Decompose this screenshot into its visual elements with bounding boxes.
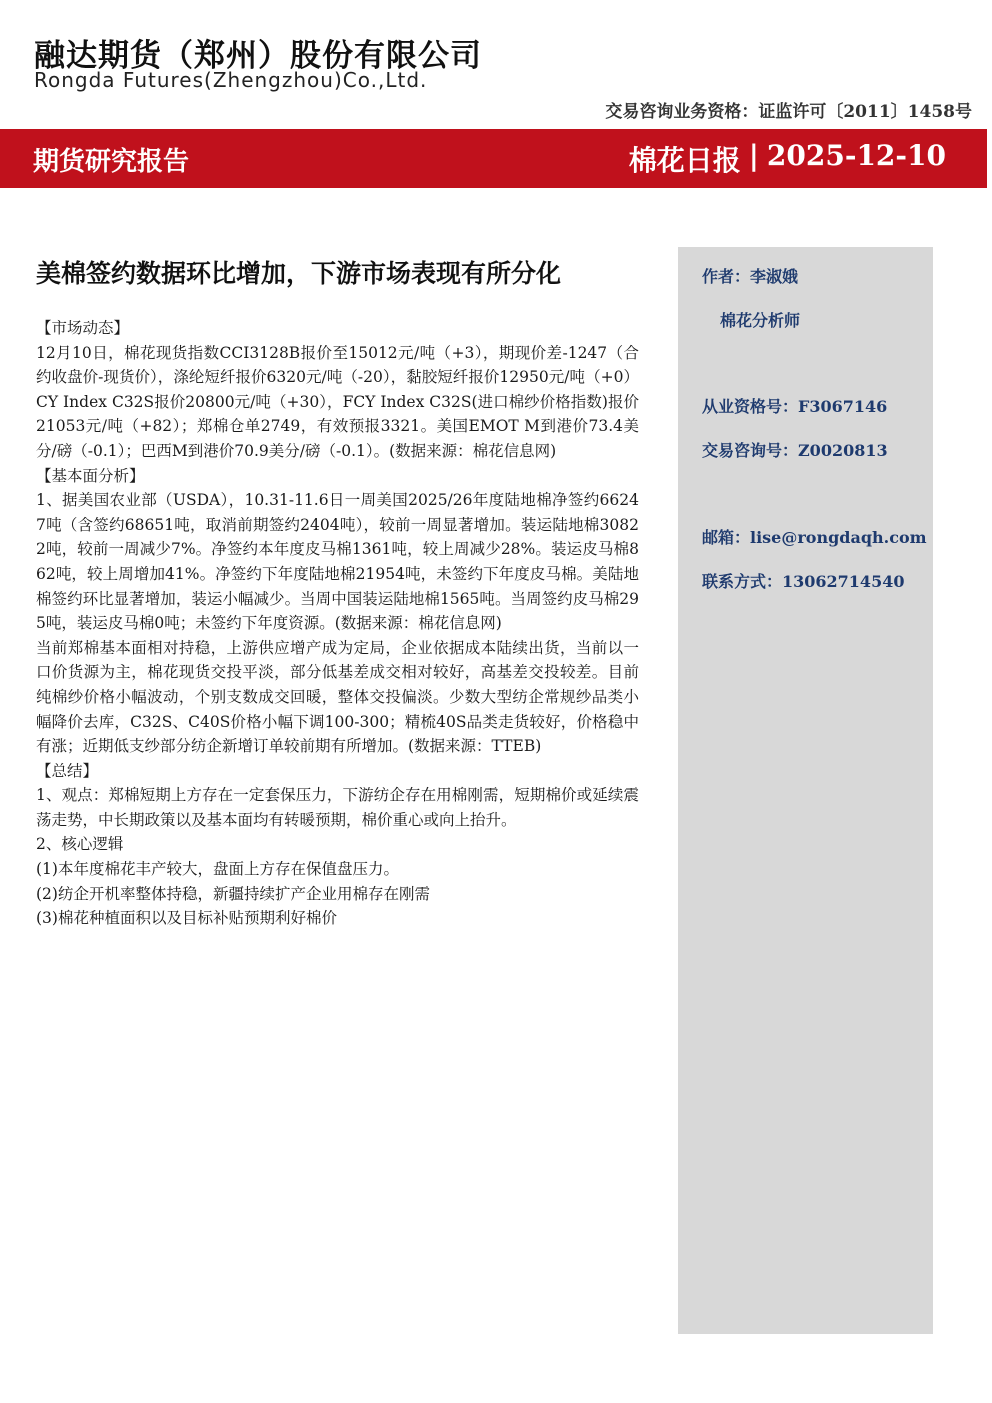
paragraph-logic-heading: 2、核心逻辑 <box>36 835 124 854</box>
section-heading-fundamentals: 【基本面分析】 <box>36 466 145 485</box>
qualification-number: 从业资格号：F3067146 <box>702 397 888 416</box>
paragraph-view: 1、观点：郑棉短期上方存在一定套保压力，下游纺企存在用棉刚需，短期棉价或延续震荡走势，中长期政策以及基本面均有转暖预期，棉价重心或向上抬升。 <box>36 786 639 829</box>
section-heading-summary: 【总结】 <box>36 761 99 780</box>
author-role: 棉花分析师 <box>720 311 801 330</box>
consult-number: 交易咨询号：Z0020813 <box>702 441 888 460</box>
author-email[interactable]: 邮箱：lise@rongdaqh.com <box>702 528 927 547</box>
report-body <box>36 316 639 931</box>
author-name: 作者：李淑娥 <box>702 267 799 286</box>
paragraph-domestic: 当前郑棉基本面相对持稳，上游供应增产成为定局，企业依据成本陆续出货，当前以一口价货源为主，棉花现货交投平淡，部分低基差成交相对较好，高基差交投较差。目前纯棉纱价格小幅波动，个别支数成交回暖，整体交投偏淡。少数大型纺企常规纱品类小幅降价去库，C32S、C40S价格小幅下调100-300；精梳40S品类走货较好，价格稳中有涨；近期低支纱部分纺企新增订单较前期有所增加。(数据来源：TTEB) <box>36 638 639 756</box>
company-name-en: Rongda Futures(Zhengzhou)Co.,Ltd. <box>34 68 428 92</box>
report-name: 棉花日报 <box>628 144 741 177</box>
logic-item-3: (3)棉花种植面积以及目标补贴预期利好棉价 <box>36 909 337 928</box>
logic-item-2: (2)纺企开机率整体持稳，新疆持续扩产企业用棉存在刚需 <box>36 884 430 903</box>
report-title: 美棉签约数据环比增加，下游市场表现有所分化 <box>36 259 562 288</box>
report-name-date <box>629 139 946 179</box>
report-type: 期货研究报告 <box>33 147 190 177</box>
license-info: 交易咨询业务资格：证监许可〔2011〕1458号 <box>605 102 972 122</box>
author-phone: 联系方式：13062714540 <box>702 572 905 591</box>
banner-separator: | <box>748 139 759 172</box>
report-date: 2025-12-10 <box>766 139 946 172</box>
paragraph-market: 12月10日，棉花现货指数CCI3128B报价至15012元/吨（+3），期现价差-1247（合约收盘价-现货价），涤纶短纤报价6320元/吨（-20），黏胶短纤报价12950元/吨（+0）CY Index C32S报价20800元/吨（+30），FCY Index C32S(进口棉纱价格指数)报价21053元/吨（+82）；郑棉仓单2749，有效预报3321。美国EMOT M到港价73.4美分/磅（-0.1）；巴西M到港价70.9美分/磅（-0.1）。(数据来源：棉花信息网) <box>36 343 639 460</box>
report-banner <box>0 129 987 188</box>
company-name-cn: 融达期货（郑州）股份有限公司 <box>34 38 482 74</box>
paragraph-usda: 1、据美国农业部（USDA），10.31-11.6日一周美国2025/26年度陆地棉净签约66247吨（含签约68651吨，取消前期签约2404吨），较前一周显著增加。装运陆地棉30822吨，较前一周减少7%。净签约本年度皮马棉1361吨，较上周减少28%。装运皮马棉862吨，较上周增加41%。净签约下年度陆地棉21954吨，未签约下年度皮马棉。美陆地棉签约环比显著增加，装运小幅减少。当周中国装运陆地棉1565吨。当周签约皮马棉295吨，装运皮马棉0吨；未签约下年度资源。(数据来源：棉花信息网) <box>36 491 639 633</box>
author-sidebar <box>678 247 933 1334</box>
logic-item-1: (1)本年度棉花丰产较大，盘面上方存在保值盘压力。 <box>36 860 399 879</box>
section-heading-market: 【市场动态】 <box>36 319 130 337</box>
